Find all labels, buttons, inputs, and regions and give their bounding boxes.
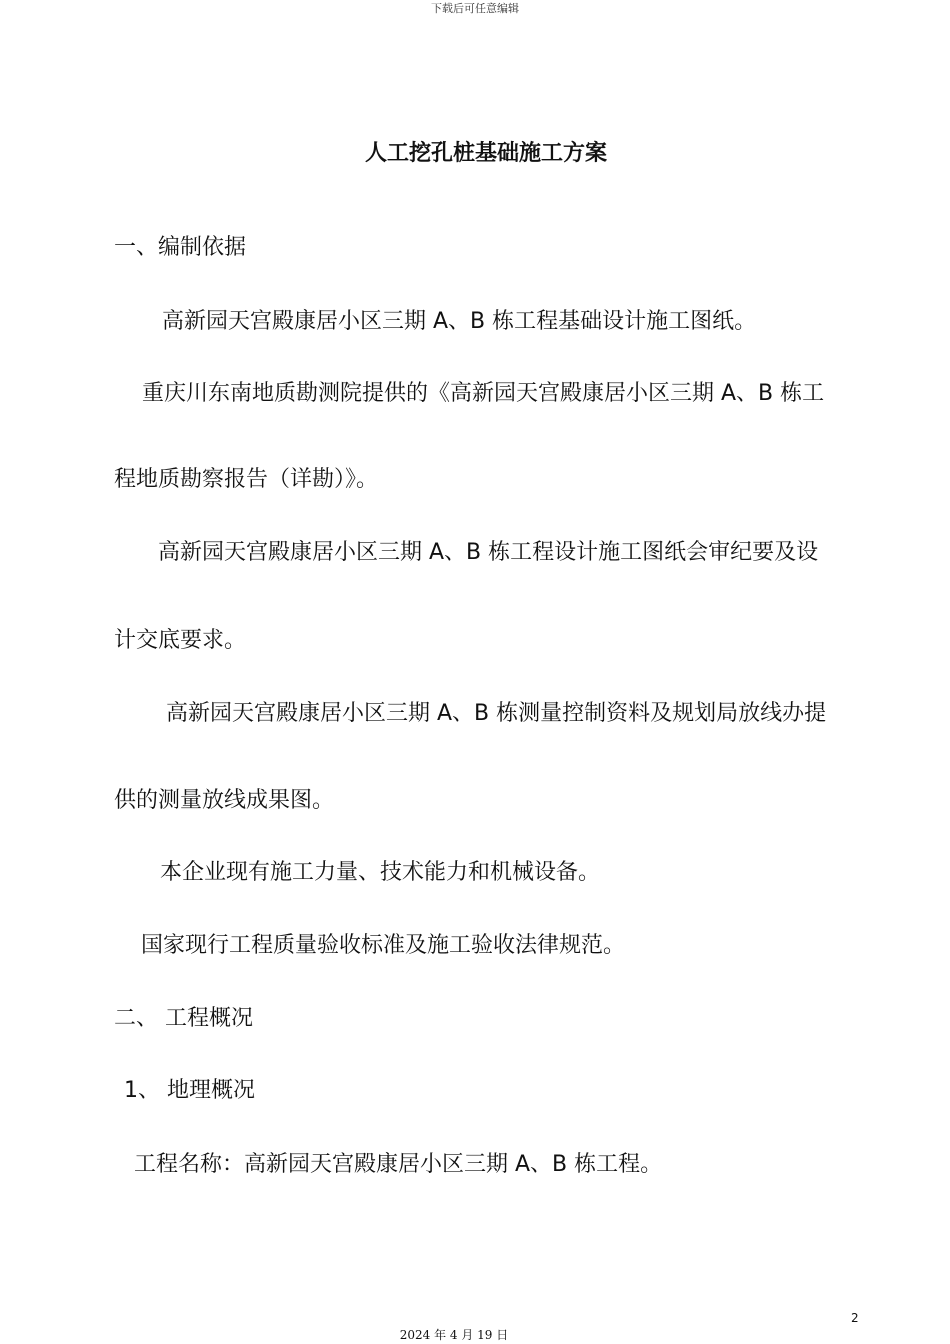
paragraph-line: 高新园天宫殿康居小区三期 A、B 栋工程基础设计施工图纸。 [162, 309, 757, 334]
subsection-heading-geography: 1、 地理概况 [124, 1078, 255, 1103]
header-note: 下载后可任意编辑 [431, 2, 519, 15]
page-number: 2 [851, 1311, 859, 1325]
paragraph-line: 程地质勘察报告（详勘）》。 [114, 467, 379, 492]
section-heading-overview: 二、 工程概况 [114, 1006, 253, 1031]
document-title: 人工挖孔桩基础施工方案 [364, 141, 607, 166]
section-heading-basis: 一、编制依据 [114, 235, 247, 260]
paragraph-line: 高新园天宫殿康居小区三期 A、B 栋工程设计施工图纸会审纪要及设 [158, 540, 819, 565]
paragraph-line: 本企业现有施工力量、技术能力和机械设备。 [160, 860, 601, 885]
paragraph-line: 高新园天宫殿康居小区三期 A、B 栋测量控制资料及规划局放线办提 [166, 701, 827, 726]
paragraph-line: 国家现行工程质量验收标准及施工验收法律规范。 [141, 933, 626, 958]
paragraph-line: 计交底要求。 [114, 628, 247, 653]
footer-date: 2024 年 4 月 19 日 [399, 1328, 509, 1342]
paragraph-line: 供的测量放线成果图。 [114, 788, 335, 813]
project-name-line: 工程名称：高新园天宫殿康居小区三期 A、B 栋工程。 [134, 1152, 663, 1177]
paragraph-line: 重庆川东南地质勘测院提供的《高新园天宫殿康居小区三期 A、B 栋工 [142, 381, 825, 406]
